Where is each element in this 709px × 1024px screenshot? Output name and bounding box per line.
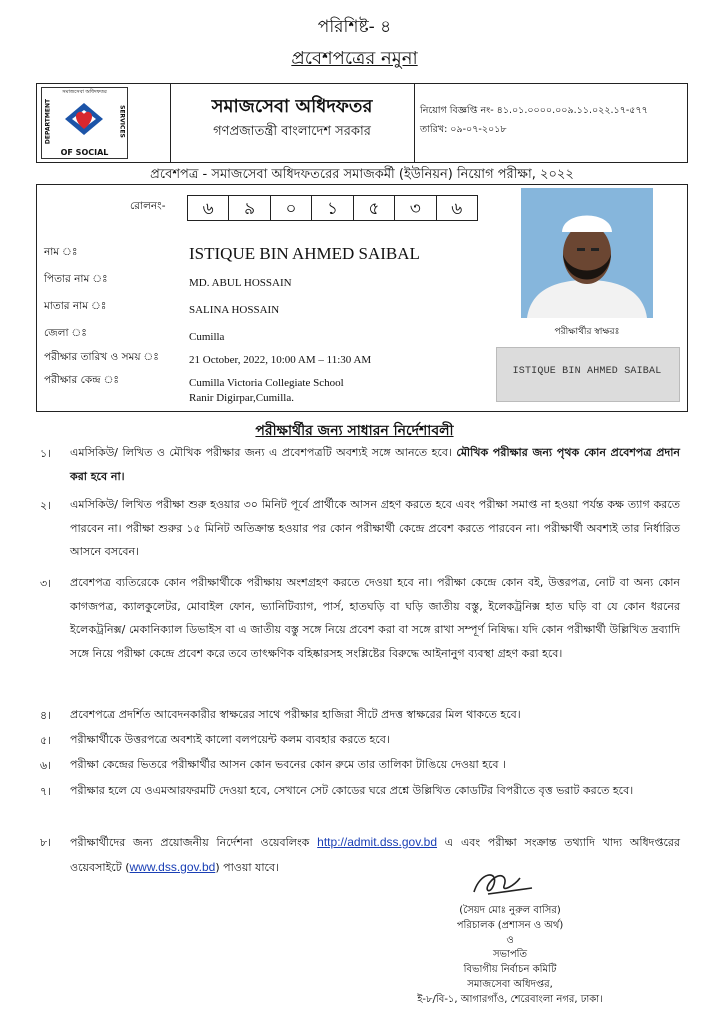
roll-digit: ৬ — [436, 195, 478, 221]
roll-digit: ৫ — [353, 195, 395, 221]
signatory-name: (সৈয়দ মোঃ নুরুল বাসির) — [459, 905, 561, 916]
instruction-number: ৩। — [40, 577, 52, 590]
district-value: Cumilla — [189, 331, 225, 343]
department-name: সমাজসেবা অধিদফতর — [211, 96, 373, 117]
instruction-text: এ এবং পরীক্ষা সংক্রান্ত তথ্যাদি খাদ্য অধিদপ্তরের ওয়েবসাইটে ( — [70, 836, 681, 874]
logo-right-text: SERVICES — [118, 105, 126, 138]
committee-name: বিভাগীয় নির্বাচন কমিটি — [463, 964, 557, 975]
header-divider — [414, 83, 415, 163]
father-name: MD. ABUL HOSSAIN — [189, 277, 292, 289]
admit-link[interactable]: http://admit.dss.gov.bd — [317, 835, 438, 849]
signatory-title: পরিচালক (প্রশাসন ও অর্থ) — [456, 920, 564, 931]
instruction-item — [70, 830, 680, 880]
instruction-text: প্রবেশপত্রে প্রদর্শিত আবেদনকারীর স্বাক্ষরের সাথে পরীক্ষার হাজিরা সীটে প্রদত্ত স্বাক্ষরের মিল থাকতে হবে। — [70, 708, 521, 721]
instruction-number: ৮। — [40, 836, 52, 849]
exam-center-line2: Ranir Digirpar,Cumilla. — [189, 392, 294, 404]
name-label: নাম ঃ — [44, 246, 78, 258]
instruction-number: ৫। — [40, 734, 52, 747]
district-label: জেলা ঃ — [44, 327, 87, 339]
instruction-number: ৭। — [40, 785, 52, 798]
logo-top-text: সমাজসেবা অধিদফতর — [62, 89, 107, 95]
instruction-text: পরীক্ষার হলে যে ওএমআরফরমটি দেওয়া হবে, সেখানে সেট কোডের ঘরে প্রশ্নে উল্লিখিত কোডটির বিপরীতে বৃত্ত ভরাট করতে হবে। — [70, 784, 634, 797]
instruction-text: প্রবেশপত্র ব্যতিরেকে কোন পরীক্ষার্থীকে পরীক্ষায় অংশগ্রহণ করতে দেওয়া হবে না। পরীক্ষা কেন্দ্রে কোন বই, উত্তরপত্র, নোট বা অন্য কোন কাগজপত্র, ক্যালকুলেটর, মোবাইল ফোন, ভ্যানিটিব্যাগ, পার্স, হাতঘড়ি বা ঘড়ি জাতীয় বস্তু, ইলেকট্রনিক্স হাত ঘড়ি বা যে কোন ধরনের ইলেকট্রনিক্স/ মেকানিক্যাল ডিভাইস বা এ জাতীয় বস্তু সঙ্গে নিয়ে প্রবেশ করা বা সঙ্গে রাখা সম্পূর্ণ নিষিদ্ধ। যদি কোন পরীক্ষার্থী উল্লিখিত দ্রব্যাদি সঙ্গে নিয়ে পরীক্ষা কেন্দ্রে প্রবেশ করে তবে তাৎক্ষণিক বহিষ্কারসহ সংশ্লিষ্টের বিরুদ্ধে আইনানুগ ব্যবস্থা গ্রহণ করা হবে। — [70, 576, 680, 660]
signature-caption: পরীক্ষার্থীর স্বাক্ষরঃ — [554, 327, 620, 337]
office-address: ই-৮/বি-১, আগারগাঁও, শেরেবাংলা নগর, ঢাকা। — [417, 994, 603, 1005]
heart-hands-icon — [61, 97, 107, 141]
instruction-text: এমসিকিউ/ লিখিত ও মৌখিক পরীক্ষার জন্য এ প্রবেশপত্রটি অবশ্যই সঙ্গে আনতে হবে। — [70, 446, 452, 459]
circular-number: নিয়োগ বিজ্ঞপ্তি নং- ৪১.০১.০০০০.০০৯.১১.০২২.১৭-৫৭৭ — [420, 105, 648, 116]
exam-center-label: পরীক্ষার কেন্দ্র ঃ — [44, 374, 120, 386]
roll-digit: ৩ — [394, 195, 436, 221]
roll-number-box — [188, 195, 478, 221]
roll-digit: ৯ — [228, 195, 270, 221]
instruction-number: ৬। — [40, 759, 52, 772]
instruction-number: ১। — [40, 447, 52, 460]
instruction-number: ২। — [40, 499, 52, 512]
dss-website-link[interactable]: www.dss.gov.bd — [129, 860, 216, 874]
admit-card-title: প্রবেশপত্র - সমাজসেবা অধিদফতরের সমাজকর্মী (ইউনিয়ন) নিয়োগ পরীক্ষা, ২০২২ — [150, 167, 574, 182]
father-label: পিতার নাম ঃ — [44, 273, 108, 285]
instruction-number: ৪। — [40, 709, 52, 722]
circular-date: তারিখ: ০৯-০৭-২০১৮ — [420, 124, 507, 135]
instruction-item — [70, 441, 680, 488]
candidate-photo — [521, 188, 653, 318]
roll-digit: ০ — [270, 195, 312, 221]
signatory-role: সভাপতি — [492, 949, 528, 960]
instruction-text: পরীক্ষার্থীদের জন্য প্রয়োজনীয় নির্দেশনা ওয়েবলিংক — [70, 836, 310, 849]
form-title: প্রবেশপত্রের নমুনা — [291, 48, 418, 69]
instruction-bold-text: মৌখিক পরীক্ষার জন্য পৃথক কোন প্রবেশপত্র প্রদান করা হবে না। — [70, 446, 680, 483]
header-divider — [170, 83, 171, 163]
official-signature — [468, 866, 538, 900]
appendix-label: পরিশিষ্ট- ৪ — [317, 17, 392, 37]
logo-bottom-text: OF SOCIAL — [60, 148, 109, 157]
candidate-name: ISTIQUE BIN AHMED SAIBAL — [189, 244, 420, 263]
instruction-text: এমসিকিউ/ লিখিত পরীক্ষা শুরু হওয়ার ৩০ মিনিট পূর্বে প্রার্থীকে আসন গ্রহণ করতে হবে এবং পরীক্ষা সমাপ্ত না হওয়া পর্যন্ত কক্ষ ত্যাগ করতে পারবেন না। পরীক্ষা শুরুর ১৫ মিনিট অতিক্রান্ত হওয়ার পর কোন পরীক্ষার্থী কেন্দ্রে প্রবেশ করতে পারবেন না। পরীক্ষার্থী অবশ্যই তার নির্ধারিত আসনে বসবেন। — [70, 498, 680, 558]
logo-left-text: DEPARTMENT — [44, 98, 52, 145]
dss-logo — [41, 87, 128, 159]
government-name: গণপ্রজাতন্ত্রী বাংলাদেশ সরকার — [213, 124, 371, 139]
exam-datetime-value: 21 October, 2022, 10:00 AM – 11:30 AM — [189, 354, 372, 366]
instruction-text: পরীক্ষার্থীকে উত্তরপত্রে অবশ্যই কালো বলপয়েন্ট কলম ব্যবহার করতে হবে। — [70, 733, 390, 746]
roll-digit: ১ — [311, 195, 353, 221]
roll-digit: ৬ — [187, 195, 229, 221]
instructions-title: পরীক্ষার্থীর জন্য সাধারন নির্দেশাবলী — [255, 423, 454, 439]
office-name: সমাজসেবা অধিদপ্তর, — [467, 979, 553, 990]
exam-center-line1: Cumilla Victoria Collegiate School — [189, 377, 344, 389]
signatory-and: ও — [506, 935, 514, 946]
exam-datetime-label: পরীক্ষার তারিখ ও সময় ঃ — [44, 351, 159, 363]
candidate-signature: ISTIQUE BIN AHMED SAIBAL — [512, 366, 662, 377]
roll-label: রোলনং- — [130, 200, 166, 212]
mother-label: মাতার নাম ঃ — [44, 300, 107, 312]
mother-name: SALINA HOSSAIN — [189, 304, 280, 316]
instruction-text: ) পাওয়া যাবে। — [215, 861, 280, 874]
instruction-text: পরীক্ষা কেন্দ্রের ভিতরে পরীক্ষার্থীর আসন কোন ভবনের কোন রুমে তার তালিকা টাঙিয়ে দেওয়া হবে । — [70, 758, 506, 771]
person-photo-icon — [521, 188, 653, 318]
